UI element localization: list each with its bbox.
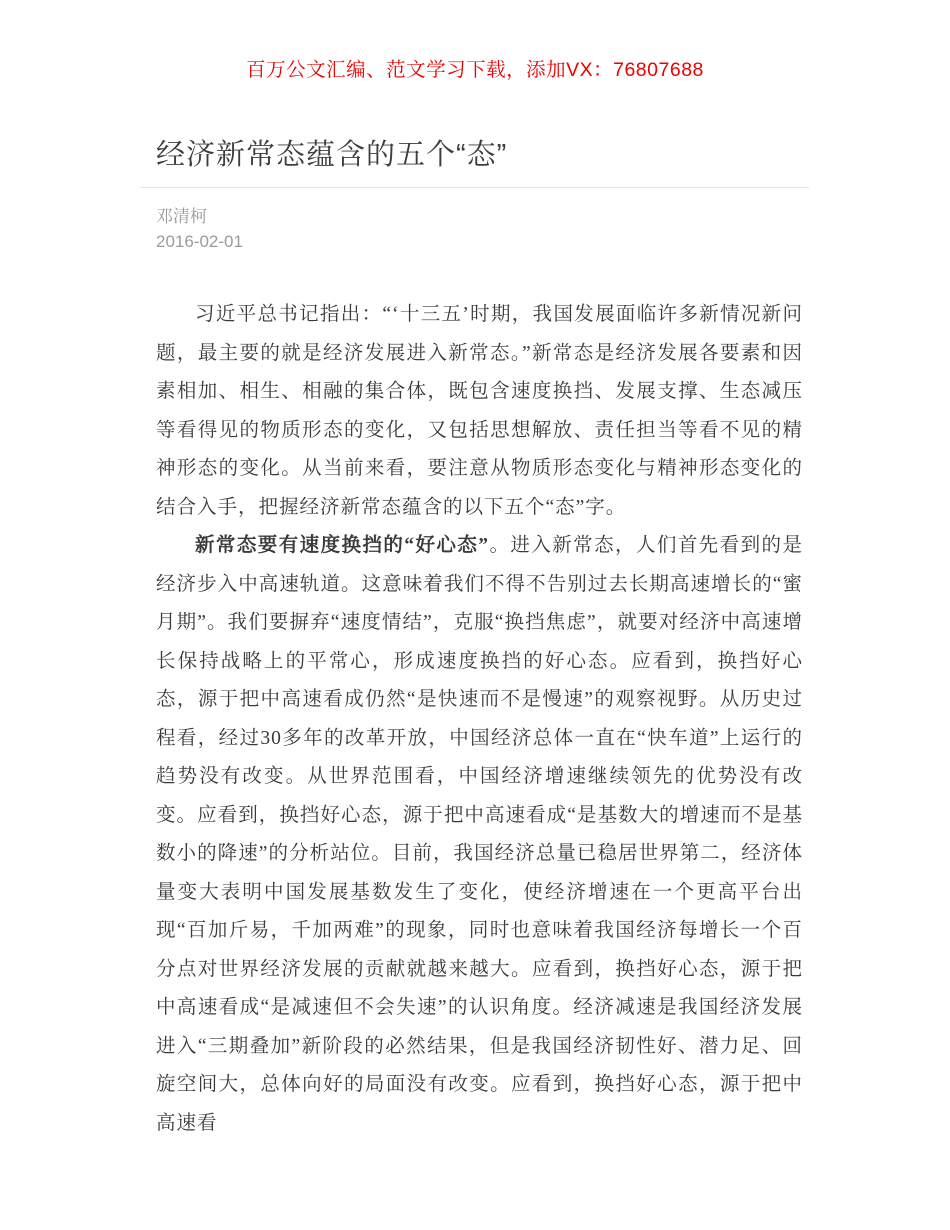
paragraph-2-text: 。进入新常态，人们首先看到的是经济步入中高速轨道。这意味着我们不得不告别过去长期高速增长的“蜜月期”。我们要摒弃“速度情结”，克服“换挡焦虑”，就要对经济中高速增长保持战略上的平常心，形成速度换挡的好心态。应看到，换挡好心态，源于把中高速看成仍然“是快速而不是慢速”的观察视野。从历史过程看，经过30多年的改革开放，中国经济总体一直在“快车道”上运行的趋势没有改变。从世界范围看，中国经济增速继续领先的优势没有改变。应看到，换挡好心态，源于把中高速看成“是基数大的增速而不是基数小的降速”的分析站位。目前，我国经济总量已稳居世界第二，经济体量变大表明中国发展基数发生了变化，使经济增速在一个更高平台出现“百加斤易，千加两难”的现象，同时也意味着我国经济每增长一个百分点对世界经济发展的贡献就越来越大。应看到，换挡好心态，源于把中高速看成“是减速但不会失速”的认识角度。经济减速是我国经济发展进入“三期叠加”新阶段的必然结果，但是我国经济韧性好、潜力足、回旋空间大，总体向好的局面没有改变。应看到，换挡好心态，源于把中高速看 <box>156 535 803 1134</box>
article-title: 经济新常态蕴含的五个“态” <box>156 139 508 171</box>
article-header <box>140 138 810 188</box>
article-author: 邓清柯 <box>156 207 207 226</box>
article-meta <box>140 188 810 254</box>
article-date: 2016-02-01 <box>156 232 243 251</box>
paragraph-2-lead-bold: 新常态要有速度换挡的“好心态” <box>195 535 490 556</box>
paragraph-2 <box>156 527 803 1143</box>
article-body <box>140 296 810 1143</box>
article <box>140 138 810 1143</box>
promo-banner-text: 百万公文汇编、范文学习下载，添加VX：76807688 <box>246 59 704 81</box>
promo-banner <box>0 0 950 138</box>
paragraph-1 <box>156 296 803 527</box>
paragraph-1-text: 习近平总书记指出：“‘十三五’时期，我国发展面临许多新情况新问题，最主要的就是经济发展进入新常态。”新常态是经济发展各要素和因素相加、相生、相融的集合体，既包含速度换挡、发展支撑、生态减压等看得见的物质形态的变化，又包括思想解放、责任担当等看不见的精神形态的变化。从当前来看，要注意从物质形态变化与精神形态变化的结合入手，把握经济新常态蕴含的以下五个“态”字。 <box>156 304 803 518</box>
